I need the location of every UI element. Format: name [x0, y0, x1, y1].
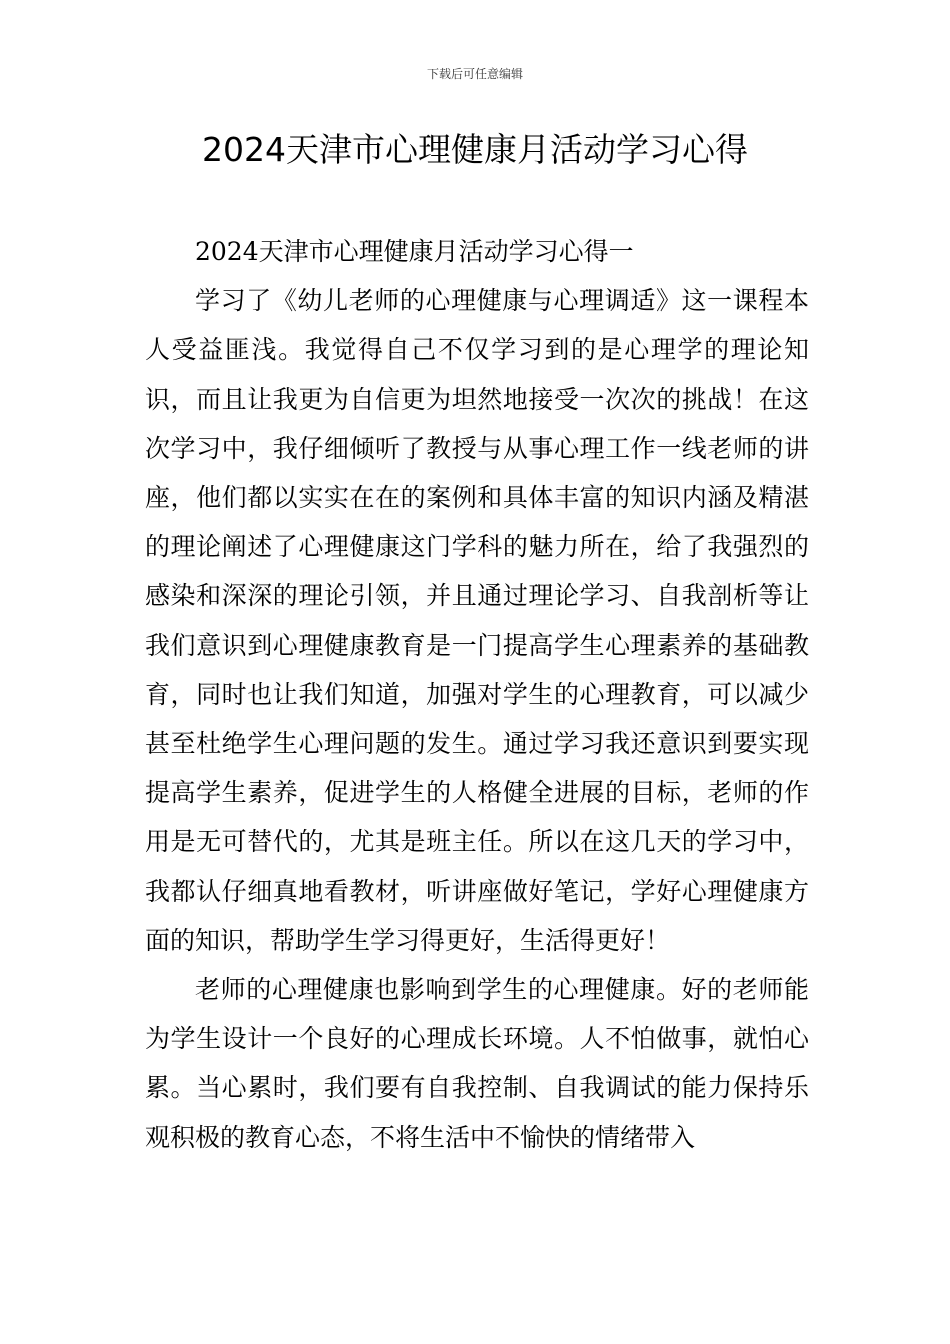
- section-heading: 2024天津市心理健康月活动学习心得一: [195, 237, 634, 266]
- body-paragraph: 老师的心理健康也影响到学生的心理健康。好的老师能为学生设计一个良好的心理成长环境。人不怕做事，就怕心累。当心累时，我们要有自我控制、自我调试的能力保持乐观积极的教育心态，不将生活中不愉快的情绪带入: [145, 975, 809, 1152]
- document-body: [145, 227, 809, 1162]
- body-paragraph: 学习了《幼儿老师的心理健康与心理调适》这一课程本人受益匪浅。我觉得自己不仅学习到的是心理学的理论知识，而且让我更为自信更为坦然地接受一次次的挑战！在这次学习中，我仔细倾听了教授与从事心理工作一线老师的讲座，他们都以实实在在的案例和具体丰富的知识内涵及精湛的理论阐述了心理健康这门学科的魅力所在，给了我强烈的感染和深深的理论引领，并且通过理论学习、自我剖析等让我们意识到心理健康教育是一门提高学生心理素养的基础教育，同时也让我们知道，加强对学生的心理教育，可以减少甚至杜绝学生心理问题的发生。通过学习我还意识到要实现提高学生素养，促进学生的人格健全进展的目标，老师的作用是无可替代的，尤其是班主任。所以在这几天的学习中，我都认仔细真地看教材，听讲座做好笔记，学好心理健康方面的知识，帮助学生学习得更好，生活得更好！: [145, 286, 809, 955]
- document-title: 2024天津市心理健康月活动学习心得: [202, 130, 748, 169]
- page-header-note: 下载后可任意编辑: [426, 67, 523, 81]
